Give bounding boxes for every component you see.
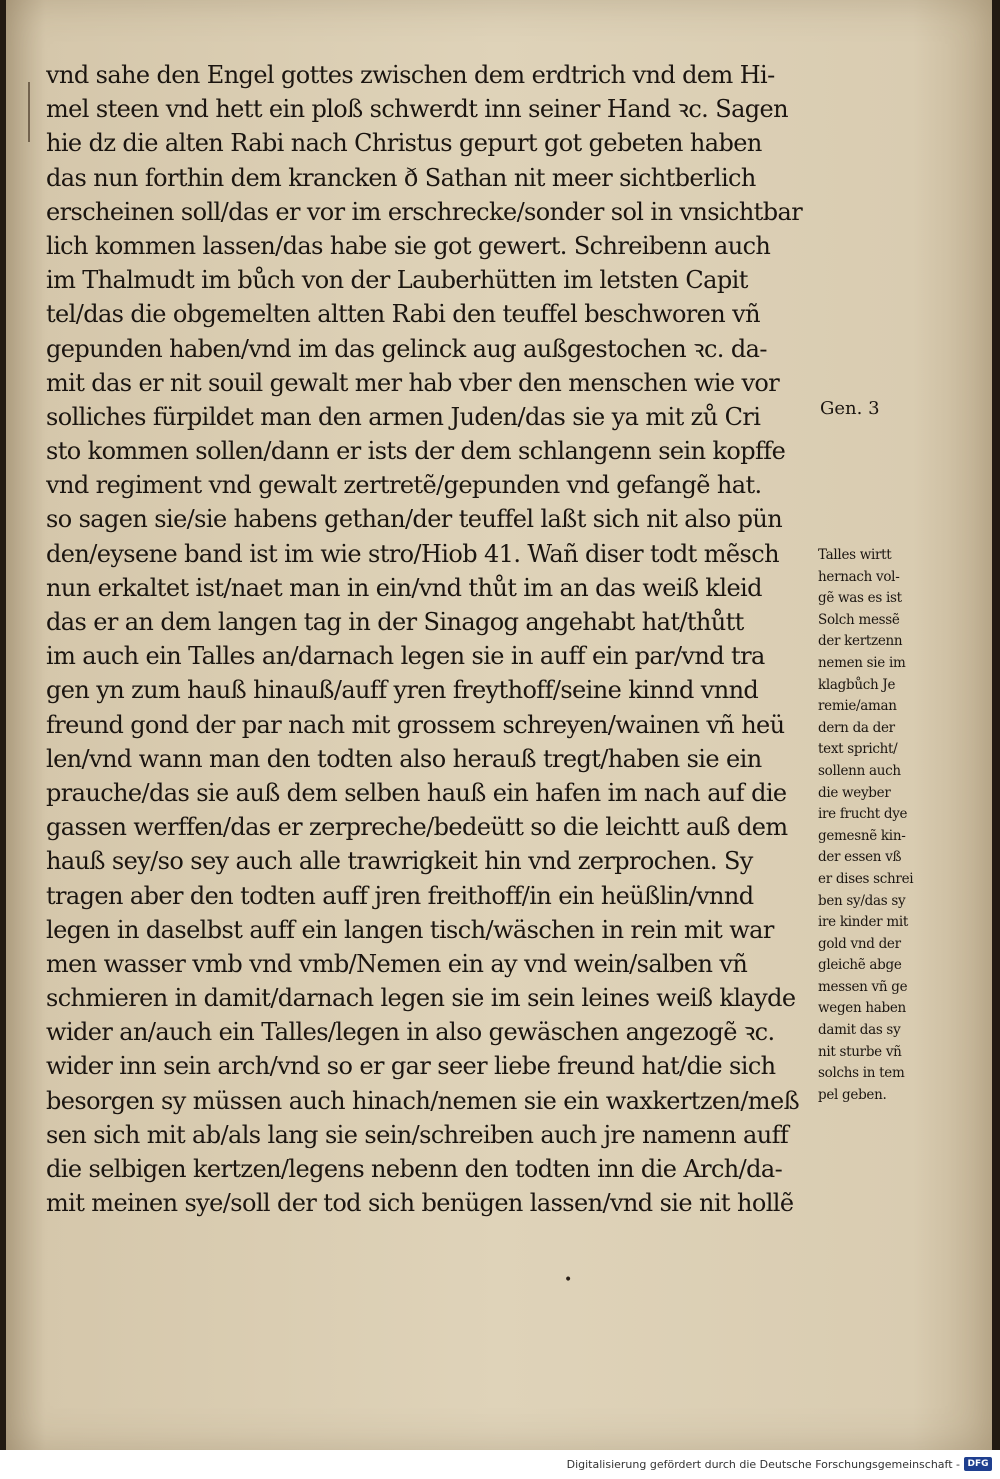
margin-line: solchs in tem <box>818 1065 905 1082</box>
text-line: den/eysene band ist im wie stro/Hiob 41. Wañ diser todt mẽsch <box>46 539 779 568</box>
footer-credit: Digitalisierung gefördert durch die Deutsche Forschungsgemeinschaft - <box>566 1458 960 1471</box>
text-line: men wasser vmb vnd vmb/Nemen ein ay vnd wein/salben vñ <box>46 949 748 978</box>
margin-line: Talles wirtt <box>818 547 892 563</box>
page-edge-mark <box>28 82 30 142</box>
margin-line: pel geben. <box>818 1086 887 1103</box>
text-line: wider an/auch ein Talles/legen in also gewäschen angezogẽ ꝛc. <box>46 1018 775 1047</box>
margin-line: nemen sie im <box>818 654 906 671</box>
margin-line: ire frucht dye <box>818 806 908 823</box>
text-line: nun erkaltet ist/naet man in ein/vnd thůt im an das weiß kleid <box>46 573 762 602</box>
margin-line: ire kinder mit <box>818 914 908 931</box>
text-line: legen in daselbst auff ein langen tisch/wäschen in rein mit war <box>46 915 774 944</box>
text-line: sen sich mit ab/als lang sie sein/schreiben auch jre namenn auff <box>46 1120 789 1149</box>
text-line: freund gond der par nach mit grossem schreyen/wainen vñ heü <box>46 710 785 739</box>
text-line: sto kommen sollen/dann er ists der dem schlangenn sein kopffe <box>46 437 786 466</box>
margin-line: damit das sy <box>818 1022 901 1039</box>
text-line: lich kommen lassen/das habe sie got gewert. Schreibenn auch <box>46 231 771 260</box>
text-line: hie dz die alten Rabi nach Christus gepurt got gebeten haben <box>46 129 762 158</box>
text-line: mel steen vnd hett ein ploß schwerdt inn seiner Hand ꝛc. Sagen <box>46 95 789 124</box>
text-line: das er an dem langen tag in der Sinagog angehabt hat/thůtt <box>46 608 744 636</box>
text-line: wider inn sein arch/vnd so er gar seer liebe freund hat/die sich <box>46 1052 776 1081</box>
text-line: mit meinen sye/soll der tod sich benügen lassen/vnd sie nit hollẽ <box>46 1189 794 1218</box>
margin-line: der kertzenn <box>818 633 903 650</box>
margin-line: ben sy/das sy <box>818 892 906 909</box>
text-line: len/vnd wann man den todten also herauß tregt/haben sie ein <box>46 744 762 773</box>
margin-line: gleichẽ abge <box>818 957 902 974</box>
text-line: so sagen sie/sie habens gethan/der teuffel laßt sich nit also pün <box>46 505 783 534</box>
margin-line: hernach vol- <box>818 568 900 585</box>
text-line: hauß sey/so sey auch alle trawrigkeit hin vnd zerprochen. Sy <box>46 847 753 876</box>
margin-line: wegen haben <box>818 1000 906 1017</box>
text-line: die selbigen kertzen/legens nebenn den todten inn die Arch/da- <box>46 1155 783 1183</box>
text-line: im auch ein Talles an/darnach legen sie in auff ein par/vnd tra <box>46 642 765 671</box>
text-line: gassen werffen/das er zerpreche/bedeütt so die leichtt auß dem <box>46 813 788 842</box>
margin-line: die weyber <box>818 784 891 801</box>
text-line: gepunden haben/vnd im das gelinck aug außgestochen ꝛc. da- <box>46 334 767 363</box>
text-line: prauche/das sie auß dem selben hauß ein hafen im nach auf die <box>46 778 787 807</box>
text-line: vnd regiment vnd gewalt zertretẽ/gepunden vnd gefangẽ hat. <box>46 471 762 500</box>
text-line: das nun forthin dem krancken ð Sathan nit meer sichtberlich <box>46 163 756 192</box>
main-text-column <box>46 58 816 1220</box>
margin-line: remie/aman <box>818 698 897 715</box>
ink-speck: • <box>564 1272 573 1288</box>
margin-line: dern da der <box>818 719 895 736</box>
margin-line: text spricht/ <box>818 741 898 758</box>
text-line: tragen aber den todten auff jren freithoff/in ein heüßlin/vnnd <box>46 881 754 910</box>
margin-line: Solch messẽ <box>818 611 900 628</box>
margin-line: gold vnd der <box>818 935 901 952</box>
dfg-logo[interactable]: DFG <box>964 1457 992 1471</box>
text-line: schmieren in damit/darnach legen sie im sein leines weiß klayde <box>46 984 796 1013</box>
text-line: solliches fürpildet man den armen Juden/das sie ya mit zů Cri <box>46 402 761 431</box>
book-page <box>6 0 992 1450</box>
text-line: im Thalmudt im bůch von der Lauberhütten im letsten Capit <box>46 266 748 295</box>
text-line: besorgen sy müssen auch hinach/nemen sie ein waxkertzen/meß <box>46 1086 800 1115</box>
margin-line: klagbůch Je <box>818 676 896 693</box>
text-line: erscheinen soll/das er vor im erschrecke/sonder sol in vnsichtbar <box>46 197 803 226</box>
marginal-note <box>818 545 968 1106</box>
margin-line: sollenn auch <box>818 762 901 779</box>
margin-line: gemesnẽ kin- <box>818 827 906 844</box>
footer-bar <box>0 1450 1000 1479</box>
text-line: gen yn zum hauß hinauß/auff yren freythoff/seine kinnd vnnd <box>46 676 759 705</box>
marginal-reference: Gen. 3 <box>820 398 880 419</box>
margin-line: nit sturbe vñ <box>818 1043 902 1060</box>
text-line: mit das er nit souil gewalt mer hab vber den menschen wie vor <box>46 368 780 397</box>
margin-line: er dises schrei <box>818 870 914 887</box>
margin-line: der essen vß <box>818 849 902 866</box>
margin-line: messen vñ ge <box>818 978 908 995</box>
margin-line: gẽ was es ist <box>818 590 902 607</box>
text-line: tel/das die obgemelten altten Rabi den teuffel beschworen vñ <box>46 300 760 329</box>
text-line: vnd sahe den Engel gottes zwischen dem erdtrich vnd dem Hi- <box>46 61 775 89</box>
